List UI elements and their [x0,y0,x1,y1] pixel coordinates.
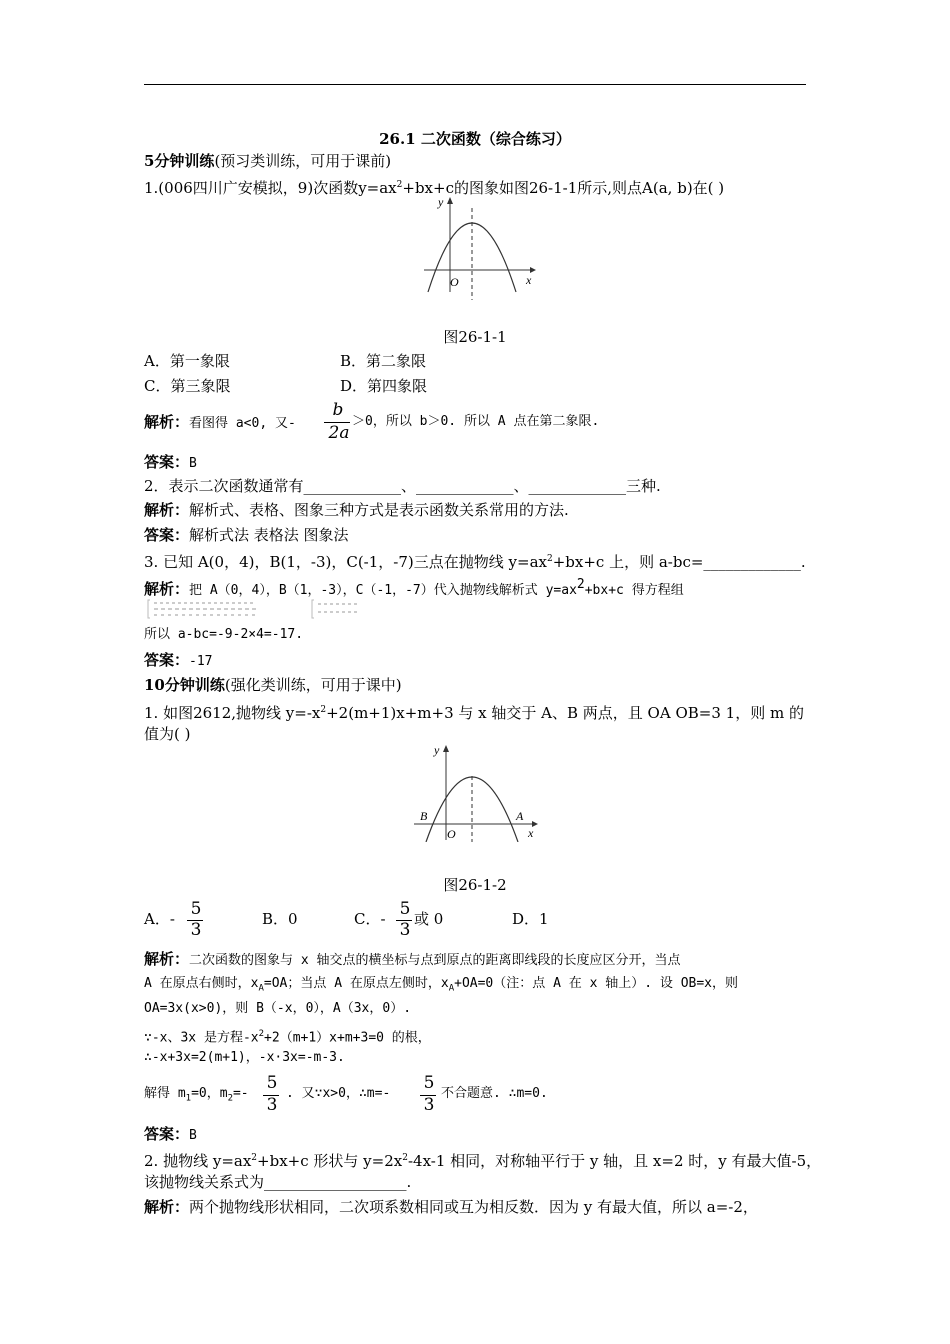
option-b: B．第二象限 [340,352,427,370]
solution-1-tail: ＞0，所以 b＞0. 所以 A 点在第二象限. [352,414,600,429]
fraction-numerator: 5 [423,1073,435,1093]
fraction-denominator: 2a [328,423,350,443]
solution-3: 解析：把 A（0，4），B（1，-3），C（-1，-7）代入抛物线解析式 $y=ax^2+bx+c$ 得方程组 [144,577,684,598]
option-a: A．- [144,910,175,928]
question-2: 2．表示二次函数通常有_____________、_____________、_____________三种. [144,477,661,495]
fraction-numerator: 5 [266,1073,278,1093]
y-label: y [434,743,440,757]
solution-4-line-4: ∵-x、3x 是方程$-x^2+2(m+1)x+m+3=0$ 的根， [144,1029,431,1046]
fraction-denominator: 3 [190,920,202,940]
option-a: A．第一象限 [144,352,230,370]
figure-caption: 图26-1-2 [443,876,507,894]
option-c: C．- [354,910,386,928]
option-d: D．第四象限 [340,377,428,395]
answer-4: 答案：B [144,1125,197,1143]
equation-system-image [146,598,364,620]
fraction-numerator: b [332,400,344,420]
question-4-cont: 值为( ) [144,725,191,743]
y-label: y [438,195,444,209]
answer-2: 答案：解析式法 表格法 图象法 [144,526,349,544]
origin-label: O [450,275,459,289]
solution-4-line-5: ∴-x+3x=2(m+1)，-x·3x=-m-3. [144,1050,345,1065]
fraction-denominator: 3 [423,1095,435,1115]
page-title: 26.1 二次函数（综合练习） [379,130,571,148]
solution-4-line-1: 解析：二次函数的图象与 x 轴交点的横坐标与点到原点的距离即线段的长度应区分开，当点 [144,950,681,968]
option-b: B．0 [262,910,298,928]
solution-2: 解析：解析式、表格、图象三种方式是表示函数关系常用的方法. [144,501,569,519]
origin-label: O [447,827,456,841]
figure-parabola-2 [410,742,545,842]
point-b-label: B [420,809,428,823]
point-a-label: A [516,809,524,823]
fraction-numerator: 5 [190,899,202,919]
answer-3: 答案：-17 [144,651,213,669]
solution-1: 解析：看图得 a<0, 又- [144,413,296,431]
option-d: D．1 [512,910,549,928]
question-3: 3. 已知 A(0，4)，B(1，-3)，C(-1，-7)三点在抛物线 $y=ax^2+bx+c$ 上，则 a-bc=_____________. [144,553,806,571]
question-4: 1. 如图2612,抛物线 $y=-x^2+2(m+1)x+m+3$ 与 x 轴交于 A、B 两点，且 OA OB=3 1，则 m 的 [144,704,804,722]
x-label: x [528,826,534,840]
solution-4-line-3: OA=3x(x>0)，则 B（-x，0），A（3x，0）. [144,1001,412,1016]
fraction-denominator: 3 [266,1095,278,1115]
header-rule [144,84,806,85]
fraction-denominator: 3 [399,920,411,940]
figure-parabola-1 [412,192,542,300]
solution-4-line-6-tail: 不合题意. ∴m=0. [441,1086,548,1101]
question-5: 2. 抛物线 $y=ax^2+bx+c$ 形状与 $y=2x^2-4x-1$ 相同，对称轴平行于 y 轴，且 x=2 时，y 有最大值-5， [144,1152,822,1170]
question-1: 1.(006四川广安模拟，9)次函数$y=ax^2+bx+c$的图象如图26-1-1所示,则点A(a, b)在( ) [144,179,725,197]
figure-caption: 图26-1-1 [443,328,507,346]
y-arrow-icon [447,197,453,204]
question-5-cont: 该抛物线关系式为___________________. [144,1173,412,1191]
fraction-numerator: 5 [399,899,411,919]
solution-4-line-6-mid: . 又∵x>0，∴m=- [286,1086,391,1101]
solution-3-result: 所以 a-bc=-9-2×4=-17. [144,627,304,642]
x-label: x [526,273,532,287]
solution-5: 解析：两个抛物线形状相同，二次项系数相同或互为相反数．因为 y 有最大值，所以 a=-2， [144,1198,758,1216]
section-heading: 5分钟训练(预习类训练，可用于课前) [144,152,392,170]
answer-1: 答案：B [144,453,197,471]
option-c-tail: 或 0 [414,910,444,928]
solution-4-line-6: 解得 $m_1=0$，$m_2=-$ [144,1086,249,1104]
y-arrow-icon [443,745,449,752]
section-heading: 10分钟训练(强化类训练，可用于课中) [144,676,402,694]
solution-4-line-2: A 在原点右侧时，$x_A=OA$；当点 A 在原点左侧时，$x_A+OA=0$（注：点 A 在 x 轴上）. 设 OB=x，则 [144,976,739,994]
option-c: C．第三象限 [144,377,231,395]
